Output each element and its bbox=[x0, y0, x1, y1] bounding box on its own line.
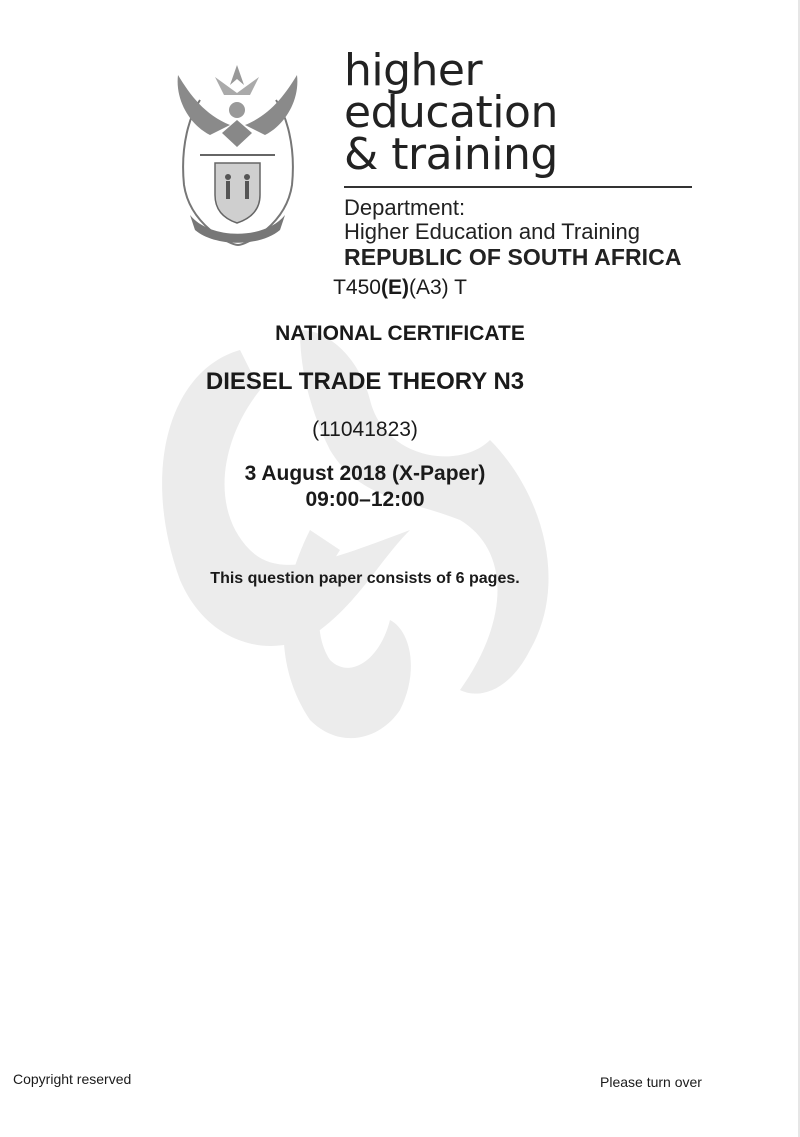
country-name: REPUBLIC OF SOUTH AFRICA bbox=[344, 244, 682, 270]
certificate-title: NATIONAL CERTIFICATE bbox=[275, 322, 525, 345]
paper-code-prefix: T450 bbox=[333, 276, 381, 299]
page-count-note: This question paper consists of 6 pages. bbox=[210, 570, 520, 587]
department-name: Higher Education and Training bbox=[344, 219, 640, 244]
subject-title: DIESEL TRADE THEORY N3 bbox=[205, 368, 525, 395]
brand-line-2: & training bbox=[344, 129, 558, 180]
exam-time: 09:00–12:00 bbox=[305, 488, 425, 511]
brand-line-1: higher education bbox=[344, 45, 558, 138]
paper-code-suffix: (A3) T bbox=[408, 276, 467, 299]
department-branding bbox=[344, 45, 694, 270]
paper-code bbox=[0, 276, 800, 300]
subject-code: (11041823) bbox=[312, 418, 418, 441]
south-africa-coat-of-arms-icon bbox=[170, 55, 305, 250]
exam-date: 3 August 2018 (X-Paper) bbox=[244, 462, 486, 485]
paper-code-language: (E) bbox=[380, 276, 409, 299]
turn-over-note: Please turn over bbox=[600, 1074, 702, 1090]
copyright-note: Copyright reserved bbox=[13, 1071, 132, 1087]
department-label: Department: bbox=[344, 195, 466, 220]
brand-divider bbox=[344, 186, 692, 188]
